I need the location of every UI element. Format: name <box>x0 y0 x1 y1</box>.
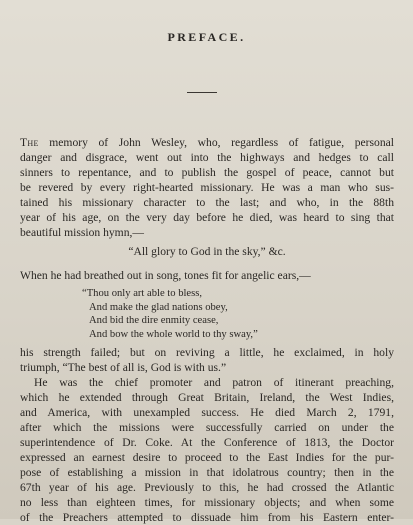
paragraph-3-line: no less than eighteen times, for missionary objects; and when some <box>20 496 394 509</box>
paragraph-2-line: his strength failed; but on reviving a little, he exclaimed, in holy <box>20 346 394 359</box>
paragraph-3-line: 67th year of his age. Previously to this, he had crossed the Atlantic <box>20 481 394 494</box>
page-heading: PREFACE. <box>167 30 246 44</box>
verse-line: And bid the dire enmity cease, <box>89 315 219 326</box>
section-rule <box>187 92 217 93</box>
intro-line: When he had breathed out in song, tones fit for angelic ears,— <box>20 269 311 282</box>
lead-word: The <box>20 136 39 149</box>
paragraph-1-line: tained his missionary character to the last; and who, in the 88th <box>20 196 394 209</box>
verse-line: And bow the whole world to thy sway,” <box>89 328 258 340</box>
paragraph-2-line: triumph, “The best of all is, God is with us.” <box>20 361 227 374</box>
verse-line: “Thou only art able to bless, <box>82 288 203 299</box>
paragraph-1-line: beautiful mission hymn,— <box>20 226 144 239</box>
paragraph-3-line: expressed an earnest desire to proceed to the East Indies for the pur- <box>20 451 394 464</box>
paragraph-1-line: danger and disgrace, went out into the highways and hedges to call <box>20 151 394 164</box>
paragraph-3-line: pose of establishing a mission in that idolatrous country; then in the <box>20 466 394 479</box>
spacer <box>20 259 394 268</box>
hymn-quote: “All glory to God in the sky,” &c. <box>128 245 286 258</box>
paragraph-1-line: be revered by every right-hearted missionary. He was a man who sus- <box>20 181 394 194</box>
paragraph-3-line: He was the chief promoter and patron of itinerant preaching, <box>34 376 394 389</box>
verse-line: And make the glad nations obey, <box>89 301 228 313</box>
paragraph-3-line: of the Preachers attempted to dissuade him from his Eastern enter- <box>20 511 394 524</box>
paragraph-3-line: superintendence of Dr. Coke. At the Conference of 1813, the Doctor <box>20 436 394 449</box>
paragraph-3-line: and America, with unexampled success. He died March 2, 1791, <box>20 406 394 419</box>
paragraph-1-line: year of his age, on the very day before he died, was heard to sing that <box>20 211 394 224</box>
paragraph-1-line-1: The memory of John Wesley, who, regardless of fatigue, personal <box>20 136 394 149</box>
paragraph-3-line: after which the missions were successfully carried on under the <box>20 421 394 434</box>
paragraph-1-line: sinners to repentance, and to publish the gospel of peace, cannot but <box>20 166 394 179</box>
paragraph-3-line: which he extended through Great Britain, Ireland, the West Indies, <box>20 391 394 404</box>
preface-text <box>20 135 394 525</box>
